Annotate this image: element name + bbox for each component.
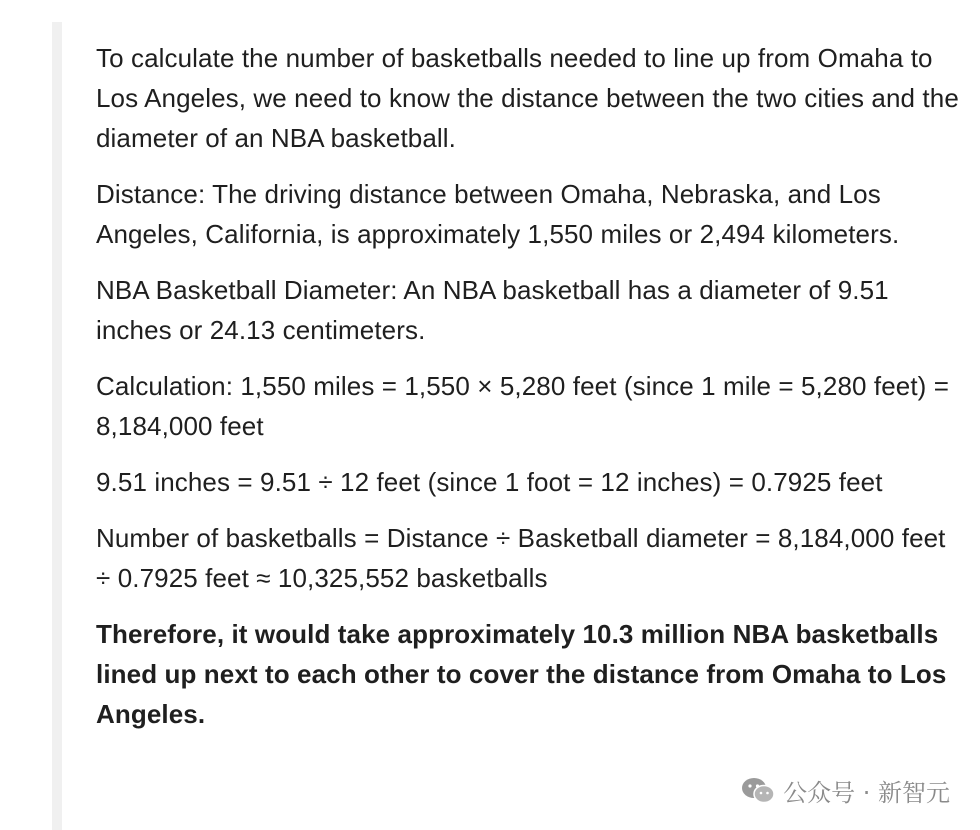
message-left-rail	[52, 22, 62, 830]
wechat-icon	[741, 777, 775, 805]
assistant-message	[96, 38, 962, 750]
message-paragraph-calculation: Calculation: 1,550 miles = 1,550 × 5,280 feet (since 1 mile = 5,280 feet) = 8,184,000 feet	[96, 371, 950, 441]
watermark	[741, 773, 950, 808]
message-paragraph-distance: Distance: The driving distance between Omaha, Nebraska, and Los Angeles, California, is approximately 1,550 miles or 2,494 kilometers.	[96, 179, 900, 249]
message-paragraph-conversion: 9.51 inches = 9.51 ÷ 12 feet (since 1 foot = 12 inches) = 0.7925 feet	[96, 467, 883, 497]
watermark-text: 公众号 · 新智元	[783, 779, 950, 807]
message-paragraph-intro: To calculate the number of basketballs needed to line up from Omaha to Los Angeles, we need to know the distance between the two cities and the diameter of an NBA basketball.	[96, 43, 959, 153]
message-paragraph-result: Number of basketballs = Distance ÷ Basketball diameter = 8,184,000 feet ÷ 0.7925 feet ≈ 10,325,552 basketballs	[96, 523, 946, 593]
message-conclusion: Therefore, it would take approximately 10.3 million NBA basketballs lined up next to each other to cover the distance from Omaha to Los Angeles.	[96, 619, 947, 729]
message-paragraph-diameter: NBA Basketball Diameter: An NBA basketball has a diameter of 9.51 inches or 24.13 centimeters.	[96, 275, 889, 345]
